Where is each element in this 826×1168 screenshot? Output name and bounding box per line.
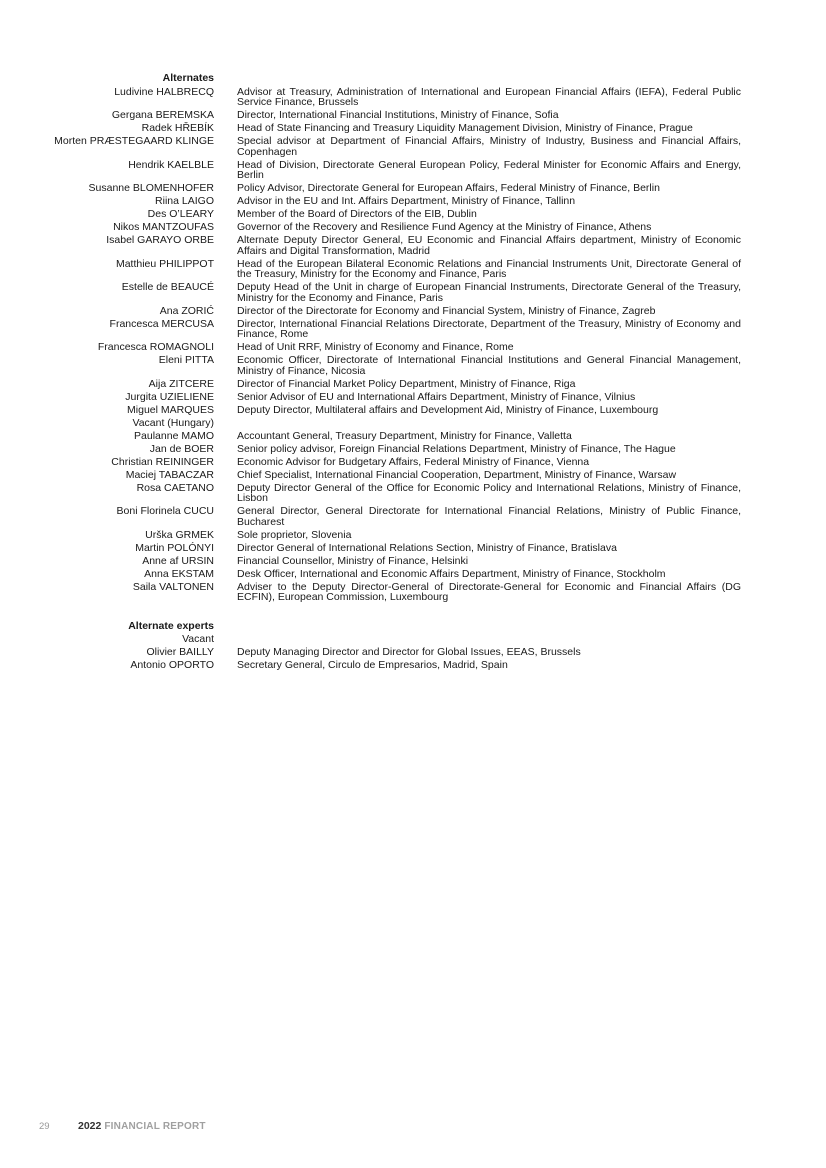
member-name: Susanne BLOMENHOFER bbox=[88, 182, 214, 194]
member-name: Antonio OPORTO bbox=[130, 659, 214, 671]
alternates-rows bbox=[0, 87, 826, 603]
member-name: Olivier BAILLY bbox=[146, 646, 214, 658]
member-row bbox=[0, 418, 826, 429]
report-title: FINANCIAL REPORT bbox=[104, 1121, 206, 1132]
member-position: Alternate Deputy Director General, EU Economic and Financial Affairs department, Ministry of Economic Affairs and Digital Transformation, Madrid bbox=[237, 234, 741, 257]
section-heading-text: Alternate experts bbox=[128, 619, 214, 632]
member-row bbox=[0, 483, 826, 504]
member-position: Senior Advisor of EU and International Affairs Department, Ministry of Finance, Vilnius bbox=[237, 390, 636, 403]
member-position: Advisor at Treasury, Administration of International and European Financial Affairs (IEFA), Federal Public Service Finance, Brussels bbox=[237, 85, 741, 108]
member-name: Vacant (Hungary) bbox=[132, 416, 214, 429]
member-name: Estelle de BEAUCÉ bbox=[121, 281, 214, 293]
member-row bbox=[0, 183, 826, 194]
member-row bbox=[0, 306, 826, 317]
member-position bbox=[237, 634, 741, 645]
member-position: Head of Unit RRF, Ministry of Economy and Finance, Rome bbox=[237, 341, 514, 353]
member-position: Advisor in the EU and Int. Affairs Department, Ministry of Finance, Tallinn bbox=[237, 195, 576, 207]
member-position: Director, International Financial Relations Directorate, Department of the Treasury, Ministry of Economy and Finance, Rome bbox=[237, 317, 741, 340]
member-position: Governor of the Recovery and Resilience Fund Agency at the Ministry of Finance, Athens bbox=[237, 221, 652, 233]
member-row bbox=[0, 470, 826, 481]
section-heading-text: Alternates bbox=[162, 72, 214, 84]
member-row bbox=[0, 392, 826, 403]
member-name: Riina LAIGO bbox=[155, 195, 214, 207]
member-name: Miguel MARQUES bbox=[127, 403, 214, 416]
member-row bbox=[0, 136, 826, 157]
member-row bbox=[0, 110, 826, 121]
member-position: Head of Division, Directorate General European Policy, Federal Minister for Economic Affairs and Energy, Berlin bbox=[237, 158, 741, 181]
member-position: Deputy Director General of the Office for Economic Policy and International Relations, Ministry of Finance, Lisbon bbox=[237, 481, 741, 504]
member-position bbox=[237, 418, 741, 429]
member-position: Economic Officer, Directorate of International Financial Institutions and General Financial Management, Ministry of Finance, Nicosia bbox=[237, 354, 741, 377]
member-name: Anna EKSTAM bbox=[144, 567, 214, 580]
member-name: Matthieu PHILIPPOT bbox=[115, 257, 214, 270]
member-position: Desk Officer, International and Economic Affairs Department, Ministry of Finance, Stockholm bbox=[237, 567, 666, 580]
member-position: Deputy Head of the Unit in charge of European Financial Instruments, Directorate General of the Treasury, Ministry for the Economy and Finance, Paris bbox=[237, 281, 741, 304]
member-position: Sole proprietor, Slovenia bbox=[237, 528, 352, 541]
member-position: Director of Financial Market Policy Department, Ministry of Finance, Riga bbox=[237, 377, 576, 390]
member-position: Deputy Director, Multilateral affairs and Development Aid, Ministry of Finance, Luxembourg bbox=[237, 403, 659, 416]
members-list bbox=[0, 72, 826, 671]
member-name: Hendrik KAELBLE bbox=[128, 158, 214, 171]
member-position: Director of the Directorate for Economy and Financial System, Ministry of Finance, Zagreb bbox=[237, 304, 656, 317]
member-row bbox=[0, 647, 826, 658]
member-name: Isabel GARAYO ORBE bbox=[106, 234, 214, 246]
member-name: Boni Florinela CUCU bbox=[116, 505, 214, 517]
member-row bbox=[0, 556, 826, 567]
member-row bbox=[0, 530, 826, 541]
report-year: 2022 bbox=[78, 1120, 102, 1132]
section-spacer bbox=[0, 603, 826, 620]
member-name: Gergana BEREMSKA bbox=[111, 109, 214, 121]
member-row bbox=[0, 543, 826, 554]
alternate-experts-rows bbox=[0, 634, 826, 671]
member-position: Senior policy advisor, Foreign Financial Relations Department, Ministry of Finance, The Hague bbox=[237, 442, 676, 455]
member-name: Maciej TABACZAR bbox=[125, 468, 214, 481]
member-position: Secretary General, Circulo de Empresarios, Madrid, Spain bbox=[237, 659, 508, 671]
member-row bbox=[0, 355, 826, 376]
alternate-experts-section bbox=[0, 620, 826, 671]
member-position: Economic Advisor for Budgetary Affairs, Federal Ministry of Finance, Vienna bbox=[237, 455, 590, 468]
member-position: Head of State Financing and Treasury Liquidity Management Division, Ministry of Finance, Prague bbox=[237, 122, 693, 134]
member-name: Francesca MERCUSA bbox=[109, 317, 214, 330]
member-position: Accountant General, Treasury Department, Ministry for Finance, Valletta bbox=[237, 429, 572, 442]
member-row bbox=[0, 209, 826, 220]
member-row bbox=[0, 444, 826, 455]
member-row bbox=[0, 569, 826, 580]
section-heading bbox=[0, 72, 826, 84]
member-name: Francesca ROMAGNOLI bbox=[97, 341, 214, 353]
member-position: Director General of International Relations Section, Ministry of Finance, Bratislava bbox=[237, 541, 617, 554]
member-name: Anne af URSIN bbox=[142, 554, 214, 567]
member-row bbox=[0, 634, 826, 645]
member-position: Policy Advisor, Directorate General for European Affairs, Federal Ministry of Finance, Berlin bbox=[237, 182, 660, 194]
member-name: Paulanne MAMO bbox=[134, 429, 214, 442]
member-name: Ludivine HALBRECQ bbox=[114, 85, 214, 98]
alternates-section bbox=[0, 72, 826, 603]
member-row bbox=[0, 319, 826, 340]
member-name: Rosa CAETANO bbox=[136, 481, 214, 494]
member-row bbox=[0, 431, 826, 442]
page-footer bbox=[39, 1120, 206, 1132]
page-number: 29 bbox=[39, 1121, 50, 1132]
member-row bbox=[0, 87, 826, 108]
member-row bbox=[0, 160, 826, 181]
member-position: Head of the European Bilateral Economic Relations and Financial Instruments Unit, Directorate General of the Treasury, Ministry for the Economy and Finance, Paris bbox=[237, 257, 741, 280]
member-position: Chief Specialist, International Financial Cooperation, Department, Ministry of Finance, Warsaw bbox=[237, 468, 677, 481]
section-heading bbox=[0, 620, 826, 632]
member-row bbox=[0, 582, 826, 603]
member-row bbox=[0, 342, 826, 353]
member-name: Radek HŘEBÍK bbox=[141, 122, 214, 134]
member-row bbox=[0, 235, 826, 256]
member-position: Director, International Financial Institutions, Ministry of Finance, Sofia bbox=[237, 109, 559, 121]
member-name: Ana ZORIĆ bbox=[159, 304, 214, 317]
member-name: Nikos MANTZOUFAS bbox=[113, 221, 214, 233]
member-position: Member of the Board of Directors of the EIB, Dublin bbox=[237, 208, 477, 220]
member-row bbox=[0, 259, 826, 280]
member-name: Christian REININGER bbox=[111, 455, 214, 468]
member-row bbox=[0, 660, 826, 671]
member-name: Jan de BOER bbox=[149, 442, 214, 455]
member-name: Aija ZITCERE bbox=[148, 377, 214, 390]
member-position: Financial Counsellor, Ministry of Finance, Helsinki bbox=[237, 554, 469, 567]
member-row bbox=[0, 457, 826, 468]
member-row bbox=[0, 196, 826, 207]
member-row bbox=[0, 405, 826, 416]
member-name: Saila VALTONEN bbox=[132, 580, 214, 593]
member-position: Special advisor at Department of Financial Affairs, Ministry of Industry, Business and Financial Affairs, Copenhagen bbox=[237, 135, 741, 158]
member-position: Adviser to the Deputy Director-General of Directorate-General for Economic and Financial Affairs (DG ECFIN), European Commission, Luxembourg bbox=[237, 580, 741, 603]
member-name: Martin POLÓNYI bbox=[135, 541, 214, 554]
member-row bbox=[0, 282, 826, 303]
member-position: Deputy Managing Director and Director for Global Issues, EEAS, Brussels bbox=[237, 646, 581, 658]
member-row bbox=[0, 222, 826, 233]
member-name: Morten PRÆSTEGAARD KLINGE bbox=[54, 135, 214, 147]
member-position: General Director, General Directorate for International Financial Relations, Ministry of Public Finance, Bucharest bbox=[237, 505, 741, 528]
member-row bbox=[0, 379, 826, 390]
member-name: Vacant bbox=[182, 633, 214, 645]
member-name: Jurgita UZIELIENE bbox=[125, 390, 214, 403]
member-name: Urška GRMEK bbox=[145, 528, 214, 541]
member-row bbox=[0, 123, 826, 134]
member-name: Eleni PITTA bbox=[158, 354, 214, 366]
member-row bbox=[0, 506, 826, 527]
member-name: Des O’LEARY bbox=[147, 208, 214, 220]
